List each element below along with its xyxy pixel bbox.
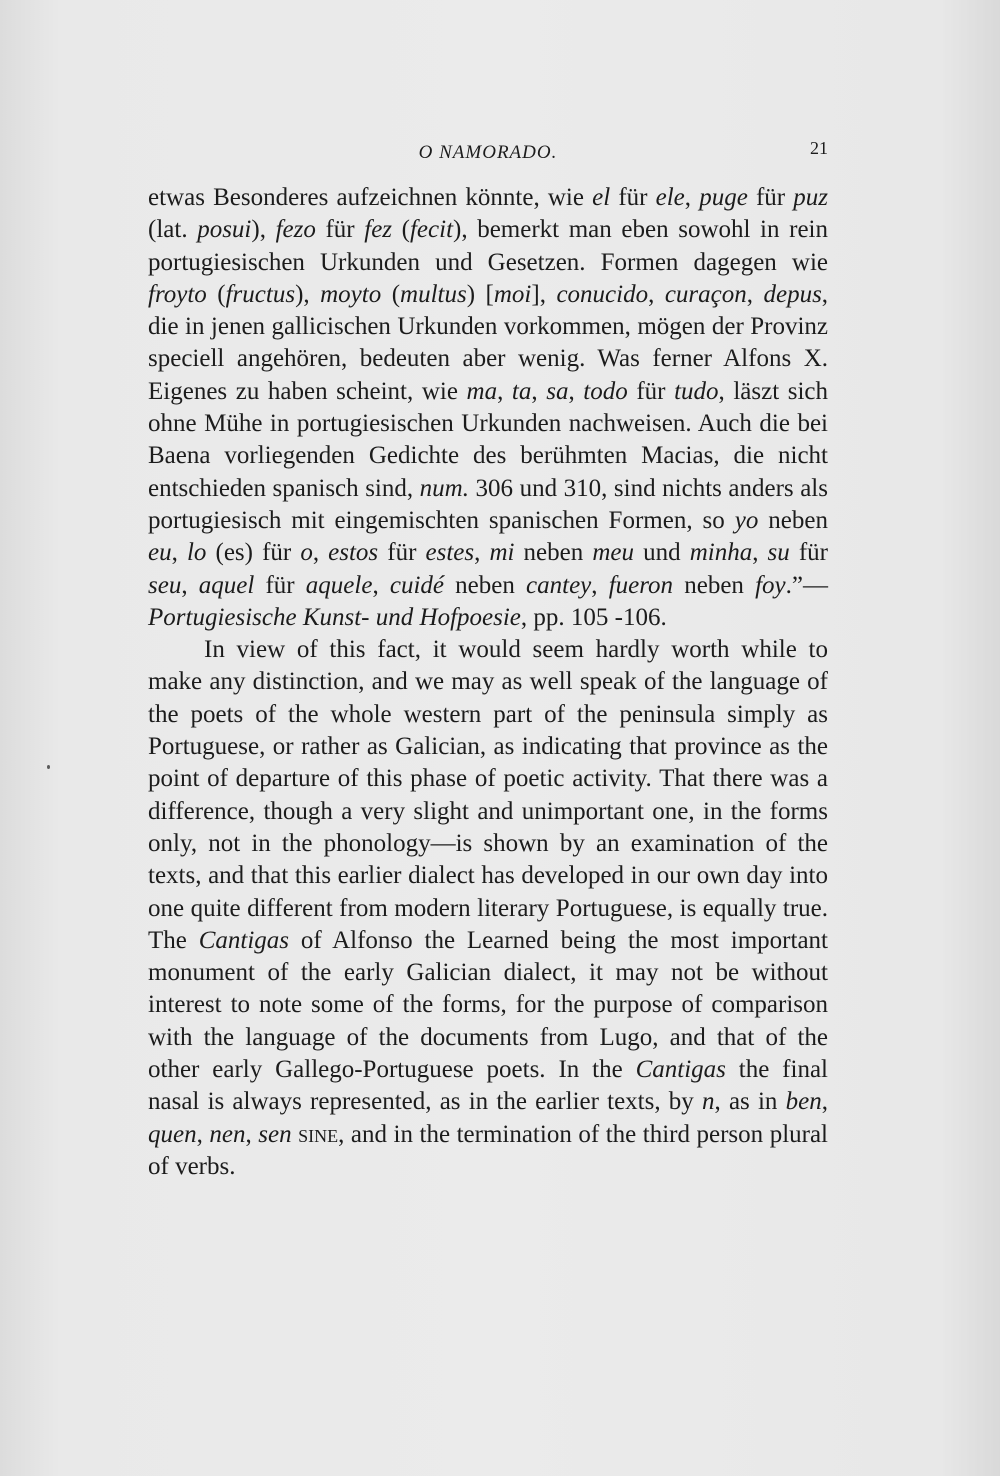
- italic-term: ta: [511, 377, 532, 405]
- text-run: ,: [181, 571, 199, 599]
- text-run: , and in the termination of the third person plural of verbs.: [148, 1120, 829, 1180]
- italic-term: moi: [493, 280, 532, 308]
- text-run: neben: [673, 571, 756, 599]
- italic-term: depus: [763, 280, 822, 308]
- italic-term: fueron: [608, 571, 674, 599]
- italic-term: su: [767, 539, 790, 567]
- running-head: [148, 138, 828, 168]
- italic-term: tudo: [674, 377, 719, 405]
- text-run: neben: [758, 506, 828, 534]
- italic-term: nen: [209, 1120, 246, 1148]
- text-run: etwas Besonderes aufzeichnen könnte, wie: [148, 184, 593, 211]
- italic-term: minha: [689, 539, 753, 567]
- italic-term: foy: [755, 571, 786, 599]
- italic-term: seu: [148, 571, 182, 599]
- text-run: ],: [531, 280, 557, 308]
- italic-term: o: [300, 539, 313, 567]
- italic-term: moyto: [320, 280, 382, 308]
- italic-term: n: [702, 1088, 715, 1116]
- text-run: 306 und 310, sind nichts anders als portugiesisch mit eingemischten spanischen Formen, so: [148, 474, 828, 534]
- text-run: the final nasal is always represented, as in the earlier texts, by: [148, 1056, 828, 1116]
- text-run: (lat.: [148, 216, 198, 244]
- text-run: neben: [444, 571, 527, 599]
- small-caps-term: sine: [298, 1120, 339, 1148]
- text-run: , as in: [714, 1088, 786, 1116]
- main-paragraph: [148, 634, 828, 1183]
- text-run: für: [254, 571, 306, 599]
- italic-term: fructus: [225, 280, 296, 308]
- text-run: ,: [531, 377, 547, 405]
- italic-term: ben: [785, 1088, 822, 1116]
- text-run: für: [627, 377, 675, 405]
- italic-term: puz: [793, 184, 829, 211]
- italic-term: cuidé: [389, 571, 444, 599]
- text-run: ,: [196, 1120, 210, 1148]
- text-run: ,: [568, 377, 584, 405]
- italic-term: ma: [466, 377, 498, 405]
- text-run: ,: [746, 280, 764, 308]
- italic-term: ele: [655, 184, 685, 211]
- text-run: ,: [497, 377, 512, 405]
- italic-term: posui: [197, 216, 252, 244]
- italic-term: fez: [364, 216, 393, 244]
- italic-term: estos: [328, 539, 379, 567]
- text-run: und: [634, 539, 690, 567]
- text-run: ) [: [466, 280, 494, 308]
- text-run: (es) für: [206, 539, 301, 567]
- text-run: (: [206, 280, 226, 308]
- italic-term: lo: [186, 539, 207, 567]
- text-run: ,: [648, 280, 665, 308]
- italic-term: yo: [734, 506, 759, 534]
- source-title: Portugiesische Kunst- und Hofpoesie: [148, 603, 521, 631]
- italic-term: Cantigas: [635, 1056, 726, 1084]
- text-run: , läszt sich ohne Mühe in portugiesischen Urkunden nachweisen. Auch die bei Baena vorliegenden Gedichte des berühmten Macias, die nicht entschieden spanisch sind,: [148, 377, 829, 502]
- text-run: ,: [372, 571, 390, 599]
- italic-term: todo: [583, 377, 628, 405]
- text-run: ),: [295, 280, 321, 308]
- text-run: neben: [514, 539, 593, 567]
- italic-term: froyto: [148, 280, 207, 308]
- text-run: In view of this fact, it would seem hardly worth while to make any distinction, and we may as well speak of the language of the poets of the whole western part of the peninsula simply as Portuguese, or rather as Galician, as indicating that province as the point of departure of this phase of poetic activity. That there was a difference, though a very slight and unimportant one, in the forms only, not in the phonology—is shown by an examination of the texts, and that this earlier dialect has developed in our own day into one quite different from modern literary Portuguese, is equally true. The: [148, 636, 828, 954]
- italic-term: puge: [699, 184, 748, 211]
- italic-term: multus: [400, 280, 467, 308]
- italic-term: curaçon: [664, 280, 747, 308]
- text-run: , pp. 105 -106.: [520, 603, 667, 631]
- text-run: , die in jenen gallicischen Urkunden vorkommen, mögen der Provinz speciell angehören, bedeuten aber wenig. Was ferner Alfons X. Eigenes zu haben scheint, wie: [148, 280, 829, 405]
- page-number: 21: [810, 138, 828, 158]
- print-speck: [47, 765, 50, 769]
- italic-term: aquel: [198, 571, 255, 599]
- italic-term: fezo: [275, 216, 316, 244]
- italic-term: cantey: [526, 571, 592, 599]
- text-run: ),: [251, 216, 276, 244]
- body-text: [148, 182, 828, 1183]
- text-run: für: [315, 216, 365, 244]
- text-run: ), bemerkt man eben sowohl in rein portugiesischen Urkunden und Gesetzen. Formen dagegen wie: [148, 216, 828, 276]
- text-run: für: [610, 184, 656, 211]
- italic-term: Cantigas: [198, 926, 289, 954]
- running-title: O NAMORADO.: [418, 142, 558, 163]
- italic-term: conucido: [556, 280, 649, 308]
- text-run: für: [789, 539, 829, 567]
- italic-term: estes: [425, 539, 475, 567]
- text-run: (: [392, 216, 410, 244]
- quoted-passage: [148, 182, 828, 634]
- text-run: ,: [171, 539, 187, 567]
- italic-term: fecit: [409, 216, 454, 244]
- text-run: .”—: [785, 571, 828, 599]
- text-run: (: [381, 280, 401, 308]
- italic-term: mi: [489, 539, 515, 567]
- italic-term: aquele: [305, 571, 373, 599]
- italic-term: eu: [148, 539, 172, 567]
- text-run: ,: [591, 571, 609, 599]
- text-run: ,: [312, 539, 329, 567]
- text-run: für: [747, 184, 794, 211]
- text-run: ,: [245, 1120, 259, 1148]
- text-run: of Alfonso the Learned being the most important monument of the early Galician dialect, it may not be without interest to note some of the forms, for the purpose of comparison with the language of the documents from Lugo, and that of the other early Gallego-Portuguese poets. In the: [148, 926, 828, 1084]
- text-run: ,: [684, 184, 700, 211]
- italic-term: quen: [148, 1120, 197, 1148]
- italic-term: num.: [419, 474, 469, 502]
- italic-term: meu: [592, 539, 634, 567]
- text-run: ,: [752, 539, 768, 567]
- text-run: ,: [821, 1088, 828, 1116]
- italic-term: sa: [546, 377, 569, 405]
- text-run: für: [378, 539, 426, 567]
- text-run: ,: [474, 539, 490, 567]
- italic-term: el: [592, 184, 611, 211]
- italic-term: sen: [258, 1120, 292, 1148]
